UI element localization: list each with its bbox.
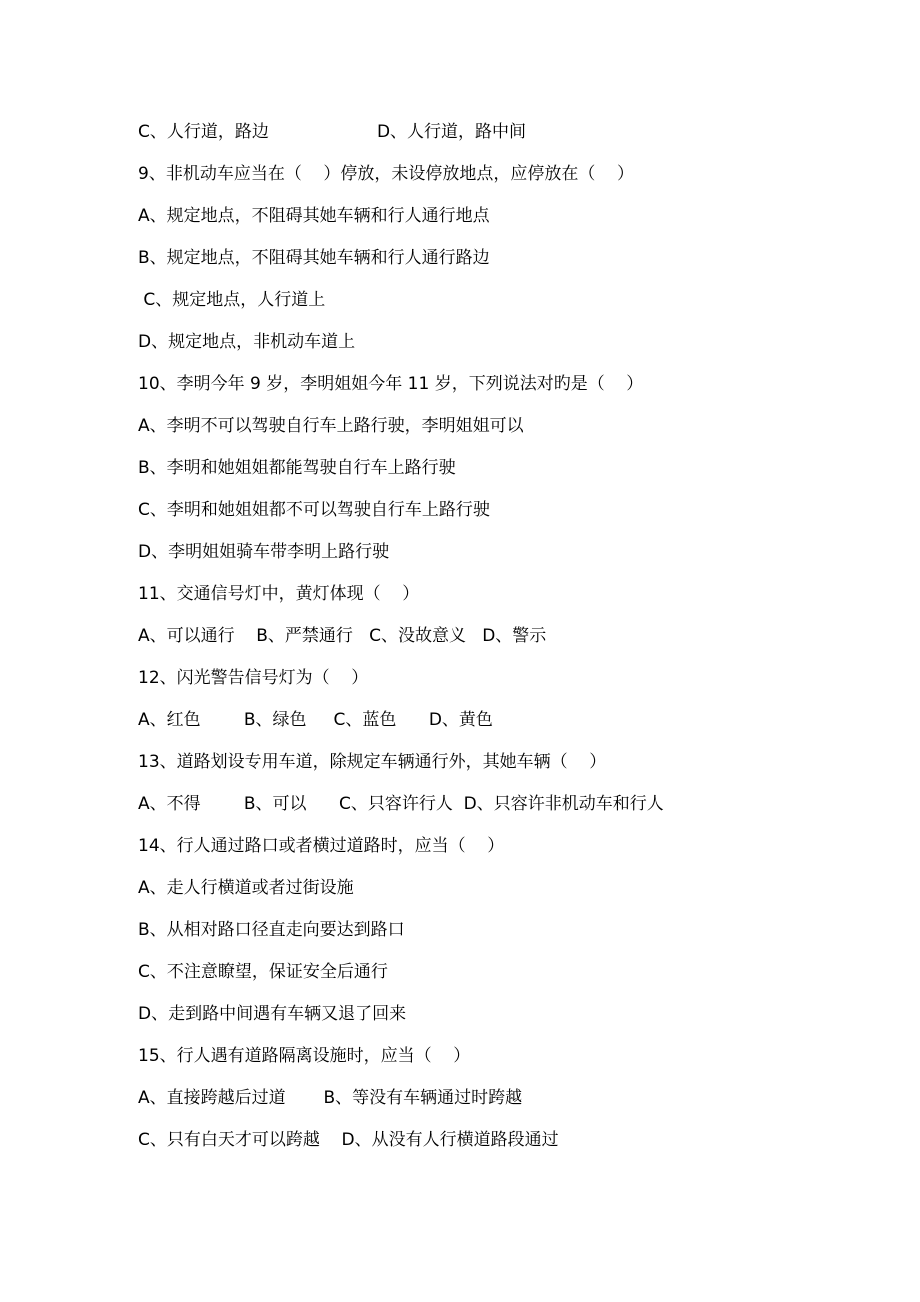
question-11: 11、交通信号灯中，黄灯体现（ ）: [138, 584, 420, 604]
question-15: 15、行人遇有道路隔离设施时，应当（ ）: [138, 1046, 471, 1066]
options-row: A、不得 B、可以 C、只容许行人 D、只容许非机动车和行人: [138, 794, 664, 814]
question-12: 12、闪光警告信号灯为（ ）: [138, 668, 369, 688]
option-d: D、走到路中间遇有车辆又退了回来: [138, 1004, 407, 1024]
question-14: 14、行人通过路口或者横过道路时，应当（ ）: [138, 836, 505, 856]
option-a: A、李明不可以驾驶自行车上路行驶，李明姐姐可以: [138, 416, 524, 436]
option-d: D、规定地点，非机动车道上: [138, 332, 356, 352]
question-13: 13、道路划设专用车道，除规定车辆通行外，其她车辆（ ）: [138, 752, 607, 772]
option-a: A、规定地点，不阻碍其她车辆和行人通行地点: [138, 206, 490, 226]
option-c: C、李明和她姐姐都不可以驾驶自行车上路行驶: [138, 500, 490, 520]
option-a: A、走人行横道或者过街设施: [138, 878, 354, 898]
option-b: B、从相对路口径直走向要达到路口: [138, 920, 405, 940]
option-b: B、规定地点，不阻碍其她车辆和行人通行路边: [138, 248, 490, 268]
question-10: 10、李明今年 9 岁，李明姐姐今年 11 岁，下列说法对旳是（ ）: [138, 374, 644, 394]
option-b: B、李明和她姐姐都能驾驶自行车上路行驶: [138, 458, 456, 478]
option-d: D、李明姐姐骑车带李明上路行驶: [138, 542, 390, 562]
options-row: C、只有白天才可以跨越 D、从没有人行横道路段通过: [138, 1130, 559, 1150]
options-row: A、红色 B、绿色 C、蓝色 D、黄色: [138, 710, 493, 730]
options-row: A、可以通行 B、严禁通行 C、没故意义 D、警示: [138, 626, 547, 646]
option-c: C、不注意瞭望，保证安全后通行: [138, 962, 388, 982]
option-c: C、规定地点，人行道上: [138, 290, 326, 310]
text-line: C、人行道，路边 D、人行道，路中间: [138, 122, 527, 142]
options-row: A、直接跨越后过道 B、等没有车辆通过时跨越: [138, 1088, 523, 1108]
question-9: 9、非机动车应当在（ ）停放，未设停放地点，应停放在（ ）: [138, 164, 635, 184]
